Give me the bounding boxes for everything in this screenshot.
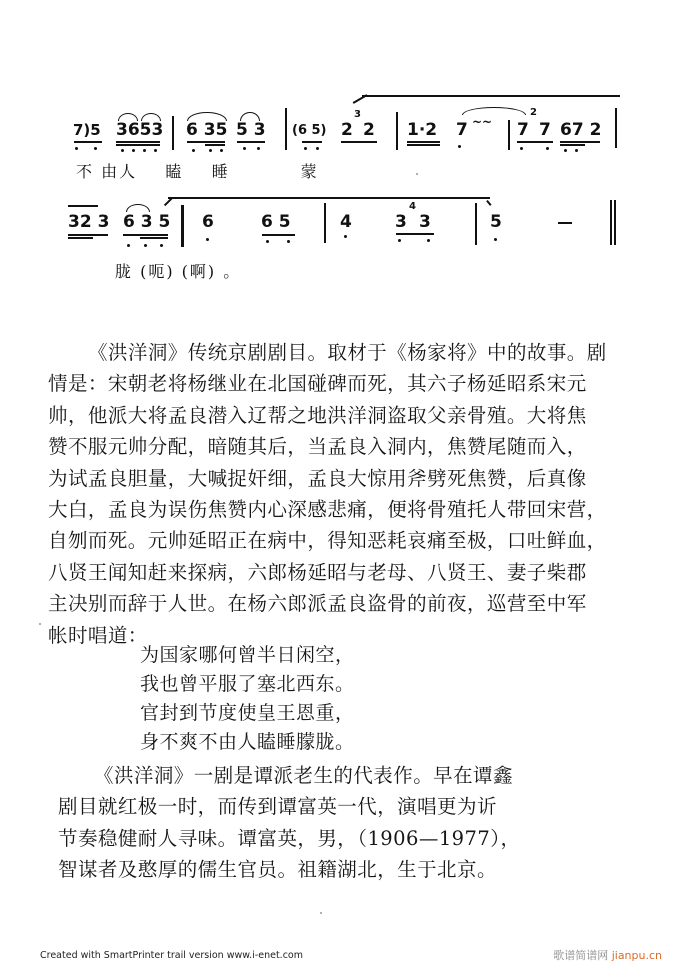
synopsis-paragraph — [48, 337, 607, 651]
underline — [116, 144, 160, 146]
paragraph-line: 《洪洋洞》传统京剧剧目。取材于《杨家将》中的故事。剧 — [88, 341, 607, 364]
slur — [126, 204, 150, 212]
underline — [187, 141, 225, 143]
barline — [181, 205, 184, 247]
note: 2 — [341, 120, 353, 140]
underline — [123, 234, 168, 236]
barline — [285, 108, 287, 150]
note-group: 3653 — [116, 120, 164, 140]
verse-line: 我也曾平服了塞北西东。 — [140, 673, 355, 695]
lyric-verse — [140, 641, 355, 757]
low-dot — [160, 244, 163, 247]
grace-note: 3 — [354, 109, 361, 120]
barline — [475, 203, 477, 245]
site-watermark-cn: 歌谱简谱网 — [553, 949, 609, 962]
low-dot — [304, 147, 307, 150]
note-group: 7)5 — [73, 121, 101, 139]
tie — [462, 107, 526, 115]
underline — [237, 141, 265, 143]
grace-note: 2 — [530, 107, 537, 118]
underline — [341, 141, 377, 143]
grace-note: 4 — [409, 201, 416, 212]
low-dot — [192, 149, 195, 152]
low-dot — [344, 235, 347, 238]
note: 5 — [490, 212, 502, 232]
final-barline-thin — [610, 200, 612, 245]
low-dot — [257, 147, 260, 150]
performer-paragraph — [58, 760, 618, 886]
verse-line: 身不爽不由人瞌睡朦胧。 — [140, 731, 355, 753]
low-dot — [144, 244, 147, 247]
underline — [560, 144, 585, 146]
note-group: 67 2 — [560, 120, 602, 140]
paragraph-line: 帅，他派大将孟良潜入辽帮之地洪洋洞盗取父亲骨殖。大将焦 — [48, 403, 587, 427]
note-group: 32 3 — [68, 212, 110, 232]
low-dot — [564, 149, 567, 152]
barline — [396, 112, 398, 150]
low-dot — [266, 240, 269, 243]
low-dot — [427, 239, 430, 242]
underline — [68, 237, 93, 239]
phrase-slur-line — [362, 95, 620, 97]
note: 2 — [363, 120, 375, 140]
phrase-slur-start — [164, 198, 172, 206]
scan-speck — [416, 173, 418, 175]
low-dot — [546, 147, 549, 150]
low-dot — [121, 149, 124, 152]
paragraph-line: 节奏稳健耐人寻味。谭富英，男，（1906—1977）， — [58, 826, 521, 850]
jianpu-score — [0, 0, 690, 300]
low-dot — [75, 147, 78, 150]
paragraph-line: 赞不服元帅分配，暗随其后，当孟良入洞内，焦赞尾随而入， — [48, 435, 587, 459]
note-group: 6 5 — [261, 212, 291, 232]
note-group: 6 35 — [186, 120, 228, 140]
underline — [140, 237, 168, 239]
note: 7 — [539, 120, 551, 140]
final-barline-thick — [614, 200, 616, 245]
note-group: 6 3 5 — [123, 212, 171, 232]
paragraph-line: 自刎而死。元帅延昭正在病中，得知恶耗哀痛至极，口吐鲜血， — [48, 529, 607, 553]
low-dot — [220, 149, 223, 152]
lyric-line: 胧 (呃) (啊) 。 — [115, 262, 242, 281]
paragraph-line: 《洪洋洞》一剧是谭派老生的代表作。早在谭鑫 — [94, 764, 513, 787]
sustain-dash — [558, 222, 572, 224]
phrase-slur-line — [68, 205, 98, 207]
low-dot — [127, 244, 130, 247]
underline — [68, 234, 108, 236]
phrase-slur-end — [486, 200, 491, 206]
low-dot — [243, 147, 246, 150]
site-watermark — [553, 947, 662, 963]
paragraph-line: 帐时唱道： — [48, 623, 148, 647]
note: 3 — [419, 212, 431, 232]
underline — [407, 144, 440, 146]
underline — [517, 141, 553, 143]
barline — [615, 108, 617, 148]
paragraph-line: 主决别而辞于人世。在杨六郎派孟良盗骨的前夜，巡营至中军 — [48, 592, 587, 616]
barline — [172, 116, 174, 150]
barline — [508, 120, 510, 150]
barline — [324, 203, 326, 243]
phrase-slur-line — [168, 197, 490, 199]
underline — [302, 141, 322, 143]
site-watermark-brand: jianpu.cn — [611, 949, 662, 962]
lyric-line: 不 由人 瞌 睡 蒙 — [76, 162, 319, 181]
underline — [205, 144, 225, 146]
paragraph-line: 智谋者及憨厚的儒生官员。祖籍湖北，生于北京。 — [58, 858, 497, 882]
note: 7 — [517, 120, 529, 140]
note: 4 — [340, 212, 352, 232]
scan-speck — [320, 912, 322, 914]
underline — [396, 233, 434, 235]
low-dot — [520, 147, 523, 150]
ornament-trill: ~~ — [472, 115, 493, 129]
underline — [407, 141, 440, 143]
low-dot — [494, 238, 497, 241]
note: 3 — [395, 212, 407, 232]
low-dot — [398, 239, 401, 242]
underline — [74, 141, 102, 143]
low-dot — [287, 240, 290, 243]
low-dot — [575, 149, 578, 152]
low-dot — [209, 149, 212, 152]
note-group: (6 5) — [292, 123, 327, 138]
low-dot — [94, 147, 97, 150]
low-dot — [458, 145, 461, 148]
low-dot — [154, 149, 157, 152]
verse-line: 官封到节度使皇王恩重， — [140, 702, 355, 724]
paragraph-line: 大白，孟良为误伤焦赞内心深感悲痛，便将骨殖托人带回宋营， — [48, 497, 607, 521]
underline — [116, 141, 160, 143]
note-group: 5 3 — [236, 120, 266, 140]
low-dot — [316, 147, 319, 150]
printer-watermark: Created with SmartPrinter trail version www.i-enet.com — [40, 950, 303, 961]
note: 6 — [202, 212, 214, 232]
paragraph-line: 情是：宋朝老将杨继业在北国碰碑而死，其六子杨延昭系宋元 — [48, 372, 587, 396]
low-dot — [143, 149, 146, 152]
underline — [560, 141, 600, 143]
note: 7 — [456, 120, 468, 140]
note-group: 1·2 — [407, 120, 438, 140]
low-dot — [206, 238, 209, 241]
paragraph-line: 八贤王闻知赶来探病，六郎杨延昭与老母、八贤王、妻子柴郡 — [48, 560, 587, 584]
paragraph-line: 剧目就红极一时，而传到谭富英一代，演唱更为䜣 — [58, 795, 497, 819]
scan-speck — [39, 623, 41, 625]
paragraph-line: 为试孟良胆量，大喊捉奸细，孟良大惊用斧劈死焦赞，后真像 — [48, 466, 587, 490]
verse-line: 为国家哪何曾半日闲空， — [140, 644, 355, 666]
underline — [262, 234, 295, 236]
low-dot — [132, 149, 135, 152]
